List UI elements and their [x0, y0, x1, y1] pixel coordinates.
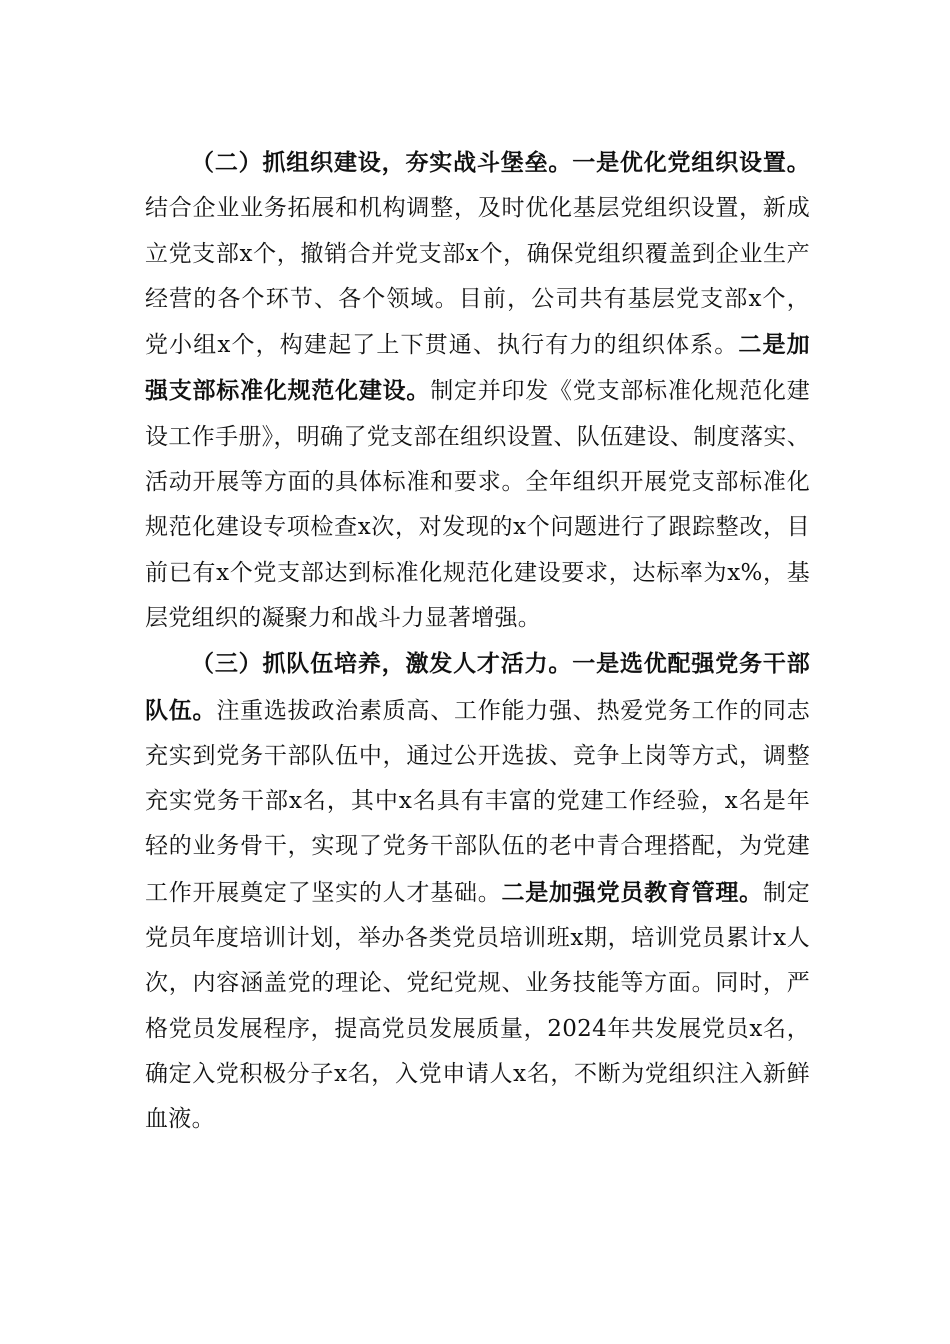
- section-heading: （三）抓队伍培养，激发人才活力。: [191, 650, 573, 678]
- body-text: 结合企业业务拓展和机构调整，及时优化基层党组织设置，新成立党支部x个，撤销合并党支部x个，确保党组织覆盖到企业生产经营的各个环节、各个领域。目前，公司共有基层党支部x个，党小组x个，构建起了上下贯通、执行有力的组织体系。: [145, 195, 810, 359]
- body-text: 制定党员年度培训计划，举办各类党员培训班x期，培训党员累计x人次，内容涵盖党的理论、党纪党规、业务技能等方面。同时，严格党员发展程序，提高党员发展质量，2024年共发展党员x名，确定入党积极分子x名，入党申请人x名，不断为党组织注入新鲜血液。: [145, 879, 811, 1133]
- paragraph-team-training: [145, 641, 810, 1142]
- body-text: 制定并印发《党支部标准化规范化建设工作手册》，明确了党支部在组织设置、队伍建设、制度落实、活动开展等方面的具体标准和要求。全年组织开展党支部标准化规范化建设专项检查x次，对发现的x个问题进行了跟踪整改，目前已有x个党支部达到标准化规范化建设要求，达标率为x%，基层党组织的凝聚力和战斗力显著增强。: [145, 378, 810, 631]
- document-body: [145, 140, 810, 1143]
- subpoint-heading: 二是加强支部标准化规范化建设。: [145, 331, 810, 405]
- subpoint-heading: 一是选优配强党务干部队伍。: [145, 650, 810, 724]
- subpoint-heading: 二是加强党员教育管理。: [501, 878, 763, 906]
- subpoint-heading: 一是优化党组织设置。: [572, 149, 810, 176]
- paragraph-organization-building: [145, 140, 810, 641]
- body-text: 注重选拔政治素质高、工作能力强、热爱党务工作的同志充实到党务干部队伍中，通过公开选拔、竞争上岗等方式，调整充实党务干部x名，其中x名具有丰富的党建工作经验，x名是年轻的业务骨干，实现了党务干部队伍的老中青合理搭配，为党建工作开展奠定了坚实的人才基础。: [145, 697, 811, 906]
- section-heading: （二）抓组织建设，夯实战斗堡垒。: [191, 149, 573, 176]
